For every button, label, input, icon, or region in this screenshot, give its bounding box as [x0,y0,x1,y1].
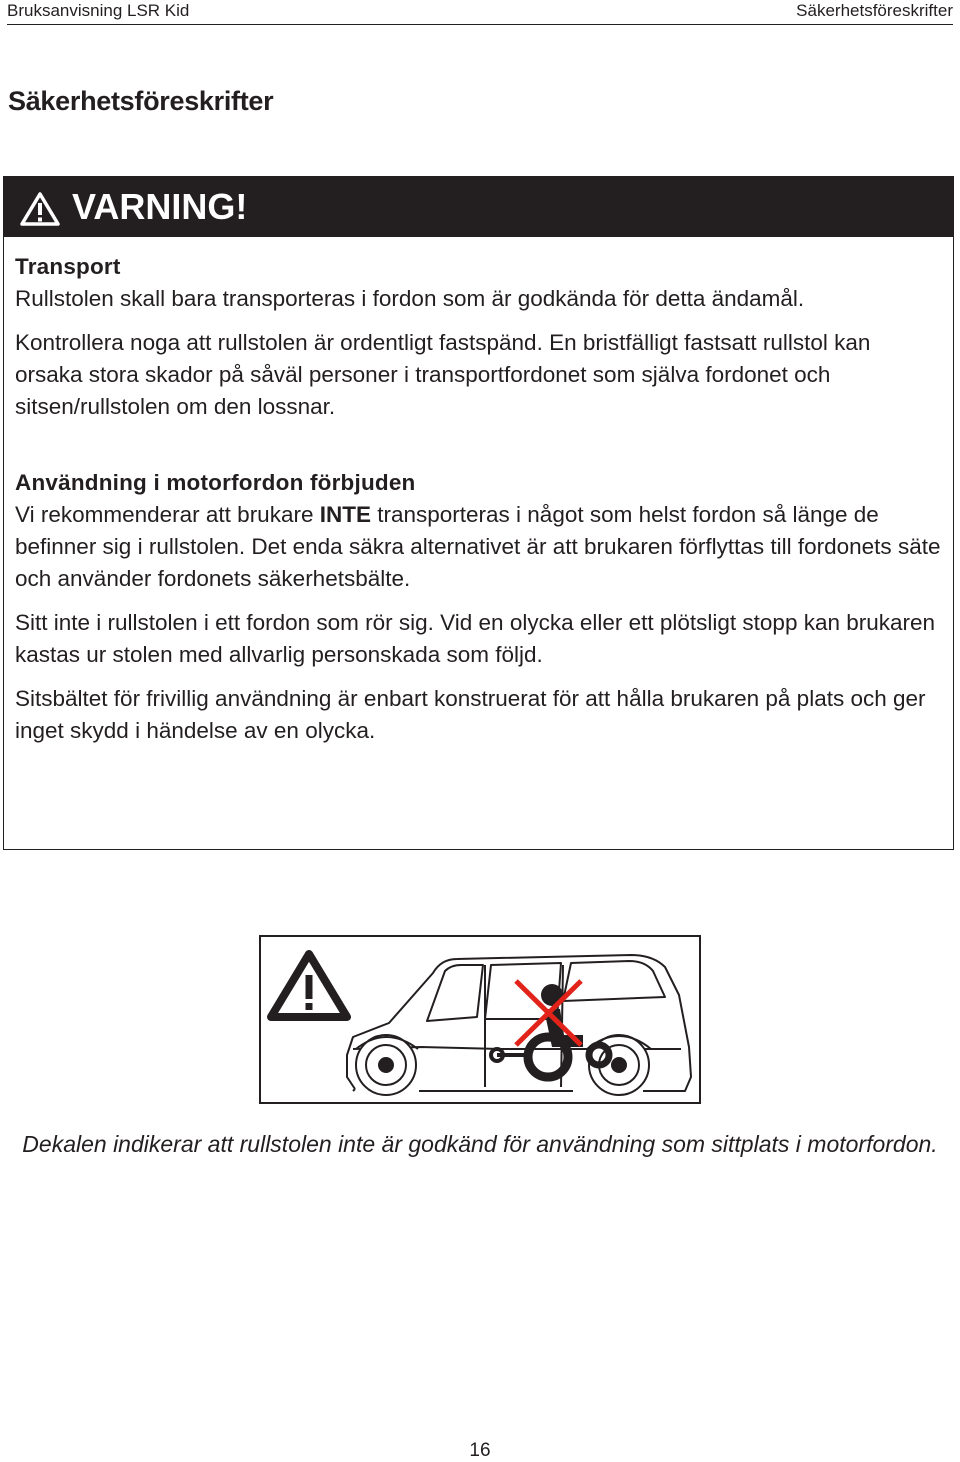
transport-section [15,251,943,423]
usage-heading: Användning i motorfordon förbjuden [15,470,416,495]
vehicle-warning-decal [259,935,701,1104]
transport-paragraph-2: Kontrollera noga att rullstolen är ordentligt fastspänd. En bristfälligt fastsatt rullstol kan orsaka stora skador på såväl personer i transportfordonet som själva fordonet och sitsen/rullstolen om den lossnar. [15,330,871,419]
usage-paragraph-3: Sitsbältet för frivillig användning är enbart konstruerat för att hålla brukaren på plats och ger inget skydd i händelse av en olycka. [15,686,926,743]
warning-title: VARNING! [72,186,248,227]
usage-paragraph-1-emphasis: INTE [319,502,371,527]
page-title: Säkerhetsföreskrifter [8,86,274,116]
decal-illustration [261,937,699,1102]
usage-paragraph-1 [15,499,943,595]
usage-paragraph-1-end: transporteras i något som helst fordon så länge de befinner sig i rullstolen. Det enda säkra alternativet är att brukaren förflyttas till fordonets säte och använder fordonets säkerhetsbälte. [15,502,941,591]
van-icon [347,955,691,1095]
warning-triangle-icon [19,191,61,227]
header-manual-title: Bruksanvisning LSR Kid [7,1,190,20]
transport-paragraph-1: Rullstolen skall bara transporteras i fordon som är godkända för detta ändamål. [15,286,805,311]
warning-triangle-icon [271,954,347,1017]
transport-heading: Transport [15,254,121,279]
running-header [7,0,953,25]
warning-bar [4,177,953,237]
usage-paragraph-1-start: Vi rekommenderar att brukare [15,502,320,527]
figure-caption: Dekalen indikerar att rullstolen inte är godkänd för användning som sittplats i motorfordon. [22,1131,938,1157]
warning-box [3,176,954,850]
usage-paragraph-2: Sitt inte i rullstolen i ett fordon som rör sig. Vid en olycka eller ett plötsligt stopp kan brukaren kastas ur stolen med allvarlig personskada som följd. [15,610,936,667]
header-section-title: Säkerhetsföreskrifter [796,1,953,20]
page-number: 16 [469,1440,491,1461]
crossed-wheelchair-icon [491,981,609,1077]
usage-section [15,467,943,747]
warning-content [15,251,943,747]
